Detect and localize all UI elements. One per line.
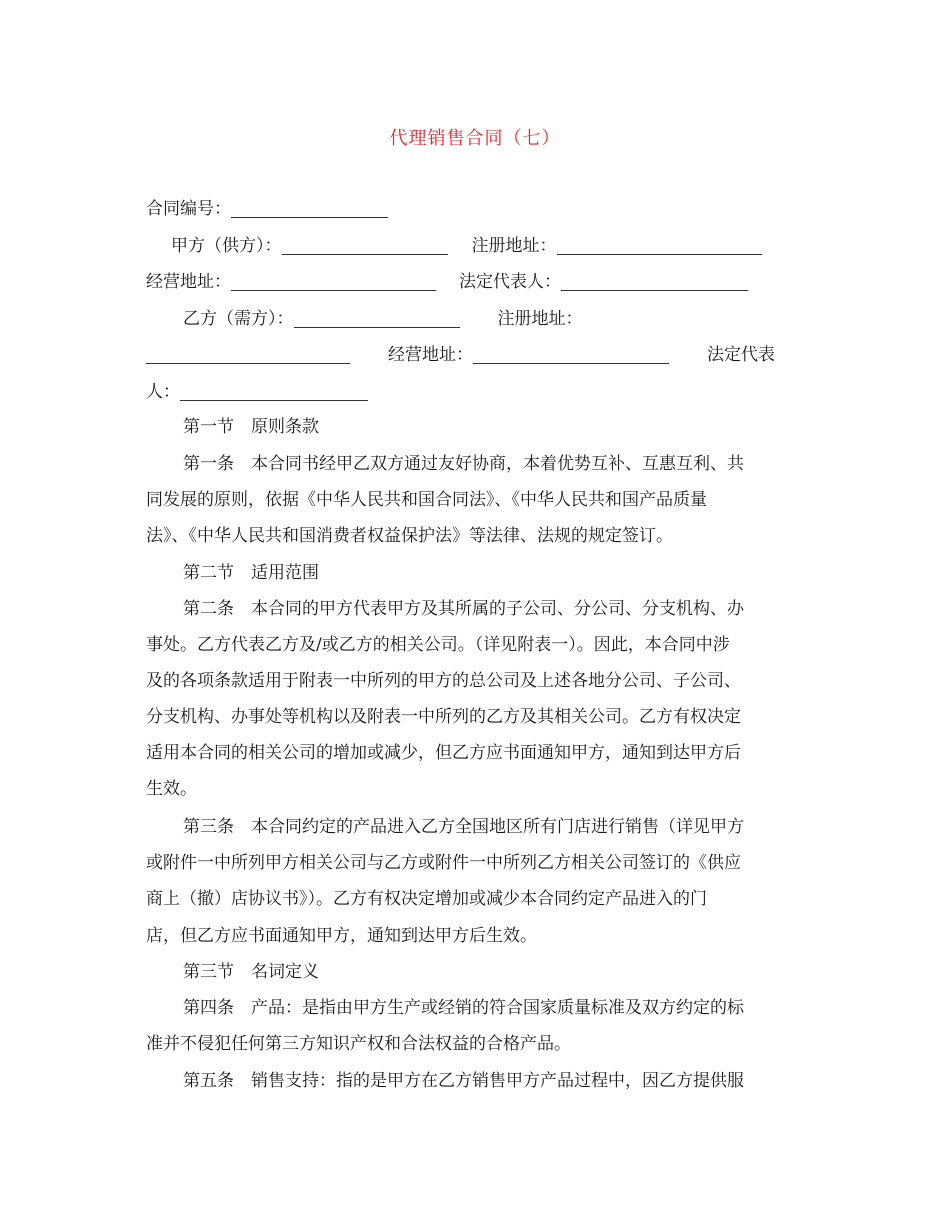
section-heading: 第一节 原则条款: [183, 417, 319, 437]
clause-line: 生效。: [146, 779, 197, 799]
section-heading: 第三节 名词定义: [183, 962, 319, 982]
party-b-reg-addr-blank: [146, 346, 350, 364]
clause-line: 分支机构、办事处等机构以及附表一中所列的乙方及其相关公司。乙方有权决定: [146, 707, 741, 727]
clause-line: 第二条 本合同的甲方代表甲方及其所属的子公司、分公司、分支机构、办: [183, 599, 744, 619]
clause-line: 第四条 产品：是指由甲方生产或经销的符合国家质量标准及双方约定的标: [183, 998, 744, 1018]
party-b-reg-addr-label: 注册地址：: [497, 309, 583, 329]
contract-number-label: 合同编号：: [146, 199, 231, 219]
clause-line: 第五条 销售支持：指的是甲方在乙方销售甲方产品过程中，因乙方提供服: [183, 1071, 744, 1091]
clause-line: 准并不侵犯任何第三方知识产权和合法权益的合格产品。: [146, 1034, 571, 1054]
party-b-line-2: [146, 344, 775, 366]
party-a-reg-addr-label: 注册地址：: [471, 236, 557, 256]
party-b-legal-rep-blank: [180, 383, 368, 401]
party-b-line-3: [146, 381, 368, 403]
party-a-biz-addr-label: 经营地址：: [146, 272, 231, 292]
party-a-blank: [282, 237, 448, 255]
party-b-line: [183, 308, 583, 330]
party-b-legal-rep-label-cont: 人：: [146, 382, 180, 402]
clause-line: 同发展的原则，依据《中华人民共和国合同法》、《中华人民共和国产品质量: [146, 490, 707, 510]
party-b-legal-rep-label: 法定代表: [707, 345, 775, 365]
clause-line: 事处。乙方代表乙方及/或乙方的相关公司。（详见附表一）。因此，本合同中涉: [146, 635, 730, 655]
party-a-line: [171, 235, 762, 257]
clause-line: 店，但乙方应书面通知甲方，通知到达甲方后生效。: [146, 926, 537, 946]
clause-line: 第一条 本合同书经甲乙双方通过友好协商，本着优势互补、互惠互利、共: [183, 454, 744, 474]
party-a-label: 甲方（供方）：: [171, 236, 282, 256]
party-b-biz-addr-label: 经营地址：: [388, 345, 473, 365]
clause-line: 及的各项条款适用于附表一中所列的甲方的总公司及上述各地分公司、子公司、: [146, 671, 741, 691]
party-b-blank: [294, 310, 460, 328]
party-b-biz-addr-blank: [473, 346, 669, 364]
clause-line: 第三条 本合同约定的产品进入乙方全国地区所有门店进行销售（详见甲方: [183, 817, 744, 837]
contract-number-blank: [231, 200, 388, 218]
clause-line: 商上（撤）店协议书》）。乙方有权决定增加或减少本合同约定产品进入的门: [146, 889, 707, 909]
contract-number-line: [146, 198, 388, 220]
clause-line: 或附件一中所列甲方相关公司与乙方或附件一中所列乙方相关公司签订的《供应: [146, 853, 741, 873]
party-a-biz-addr-blank: [231, 273, 436, 291]
party-b-label: 乙方（需方）：: [183, 309, 294, 329]
party-a-legal-rep-blank: [561, 273, 748, 291]
document-title: 代理销售合同（七）: [389, 128, 561, 149]
party-a-reg-addr-blank: [557, 237, 762, 255]
clause-line: 适用本合同的相关公司的增加或减少，但乙方应书面通知甲方，通知到达甲方后: [146, 743, 741, 763]
party-a-legal-rep-label: 法定代表人：: [459, 272, 561, 292]
clause-line: 法》、《中华人民共和国消费者权益保护法》等法律、法规的规定签订。: [146, 526, 673, 546]
section-heading: 第二节 适用范围: [183, 563, 319, 583]
party-a-line-2: [146, 271, 748, 293]
